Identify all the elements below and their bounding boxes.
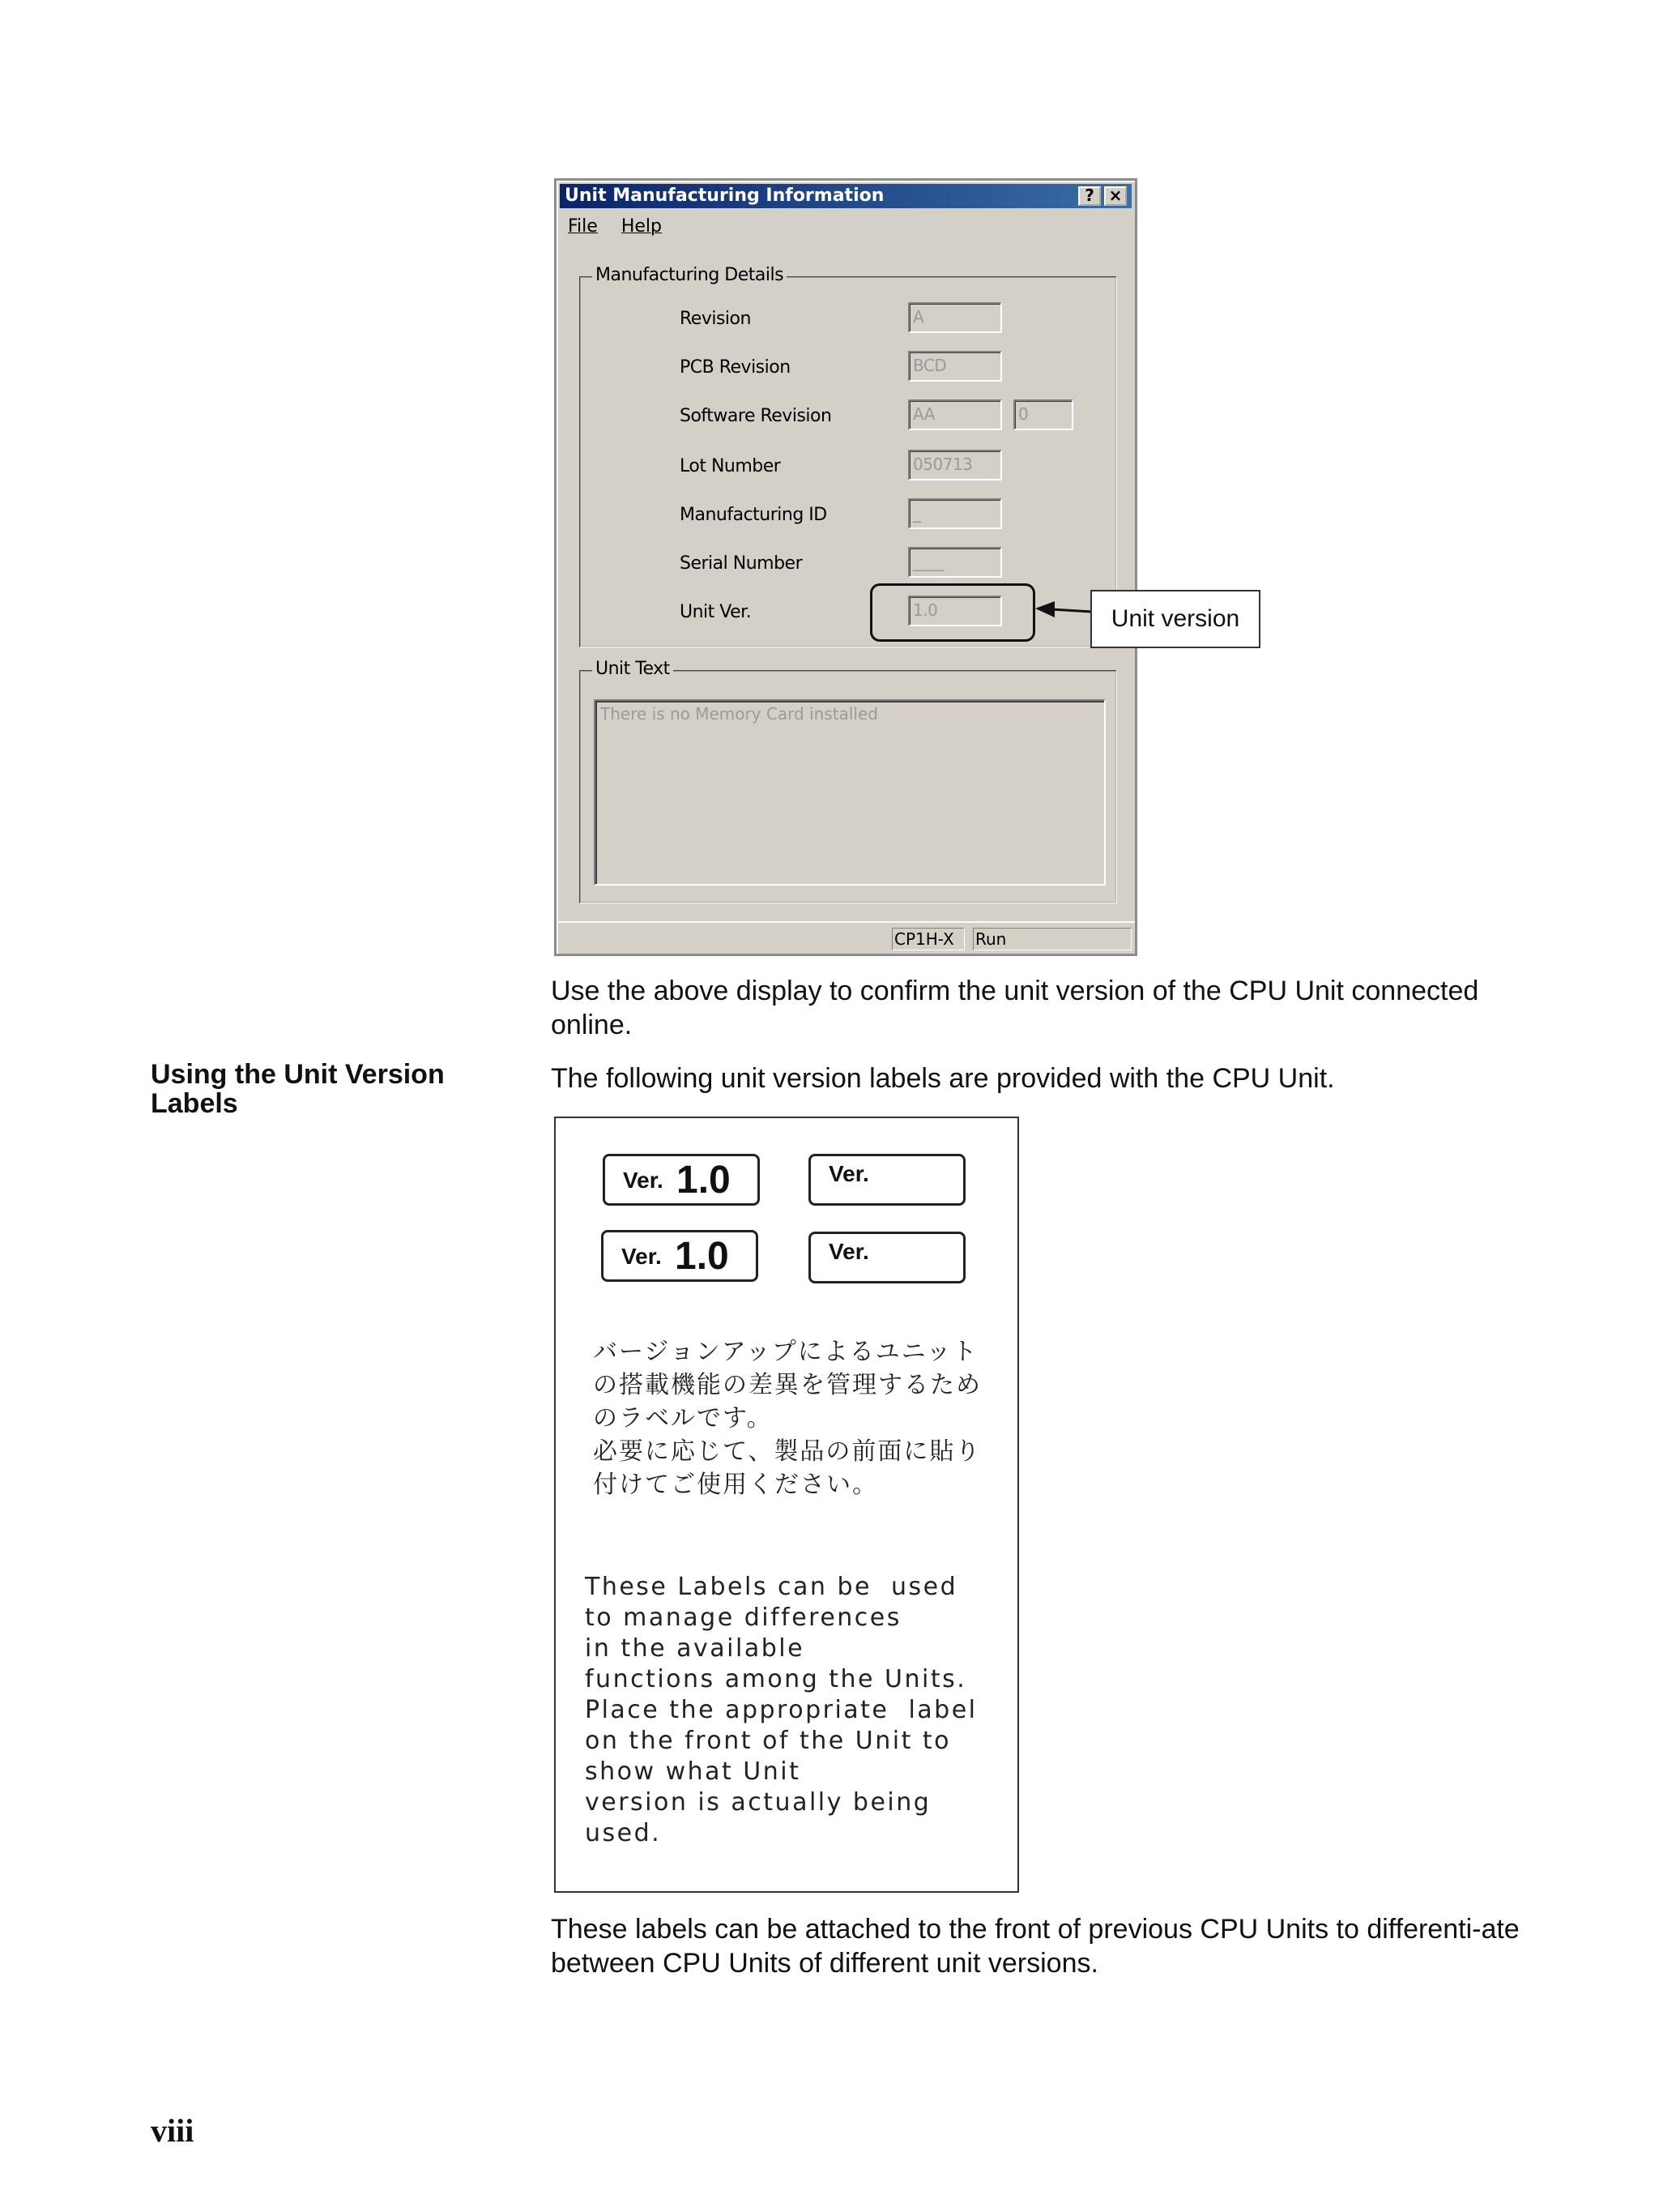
callout-arrow-icon <box>1034 600 1094 624</box>
menu-file[interactable]: File <box>568 216 598 237</box>
status-bar <box>557 921 1135 954</box>
manufacturing-id-field[interactable]: _ <box>908 498 1002 529</box>
dialog-titlebar <box>560 184 1132 208</box>
unit-text-legend: Unit Text <box>592 659 673 679</box>
revision-label: Revision <box>680 309 751 329</box>
software-revision-sub-field[interactable]: 0 <box>1013 399 1073 430</box>
unit-version-callout: Unit version <box>1090 590 1260 648</box>
software-revision-label: Software Revision <box>680 406 832 426</box>
software-revision-field[interactable]: AA <box>908 399 1002 430</box>
lot-number-label: Lot Number <box>680 456 781 476</box>
serial-number-field[interactable]: ____ <box>908 547 1002 578</box>
help-icon[interactable]: ? <box>1078 186 1101 206</box>
attach-paragraph: These labels can be attached to the front of previous CPU Units to differenti-ate between CPU Units of different unit versions. <box>551 1914 1520 1979</box>
manufacturing-details-group <box>579 265 1117 647</box>
unit-manufacturing-dialog <box>554 178 1137 956</box>
ver-label-1 <box>603 1154 760 1206</box>
dialog-title: Unit Manufacturing Information <box>565 186 885 206</box>
close-icon[interactable]: × <box>1104 186 1127 206</box>
page-number: viii <box>151 2112 194 2149</box>
manufacturing-details-legend: Manufacturing Details <box>592 265 787 285</box>
pcb-revision-label: PCB Revision <box>680 357 791 378</box>
ver-label-blank-1 <box>808 1154 966 1206</box>
confirm-paragraph: Use the above display to confirm the unit version of the CPU Unit connected online. <box>551 976 1479 1040</box>
ver-label-number: 1.0 <box>676 1159 731 1202</box>
ver-label-number: 1.0 <box>675 1235 729 1278</box>
ver-label-2 <box>601 1230 758 1282</box>
lot-number-field[interactable]: 050713 <box>908 450 1002 480</box>
revision-field[interactable]: A <box>908 302 1002 333</box>
ver-label-prefix: Ver. <box>829 1161 869 1186</box>
english-note: These Labels can be used to manage differences in the available functions among the Units. Place the appropriate label on the front of the Unit to show what Unit version is actually being used. <box>585 1573 978 1847</box>
unit-ver-field[interactable]: 1.0 <box>908 596 1002 626</box>
unit-text-group <box>579 659 1117 903</box>
unit-ver-highlight <box>870 583 1035 642</box>
ver-label-prefix: Ver. <box>829 1239 869 1264</box>
unit-ver-label: Unit Ver. <box>680 602 752 622</box>
serial-number-label: Serial Number <box>680 553 803 574</box>
status-mode: Run <box>973 928 1132 950</box>
manufacturing-id-label: Manufacturing ID <box>680 505 827 525</box>
ver-label-prefix: Ver. <box>623 1168 663 1193</box>
provided-paragraph: The following unit version labels are provided with the CPU Unit. <box>551 1063 1335 1094</box>
status-model: CP1H-X <box>892 928 965 950</box>
ver-label-prefix: Ver. <box>621 1244 662 1269</box>
pcb-revision-field[interactable]: BCD <box>908 351 1002 382</box>
version-label-sheet <box>554 1117 1019 1893</box>
menu-help[interactable]: Help <box>621 216 662 237</box>
japanese-note: バージョンアップによるユニットの搭載機能の差異を管理するためのラベルです。 必要に応じて、製品の前面に貼り付けてご使用ください。 <box>593 1338 982 1499</box>
menu-bar <box>568 216 680 237</box>
unit-text-area[interactable]: There is no Memory Card installed <box>594 699 1106 886</box>
side-heading: Using the Unit Version Labels <box>151 1059 445 1119</box>
ver-label-blank-2 <box>808 1232 966 1283</box>
